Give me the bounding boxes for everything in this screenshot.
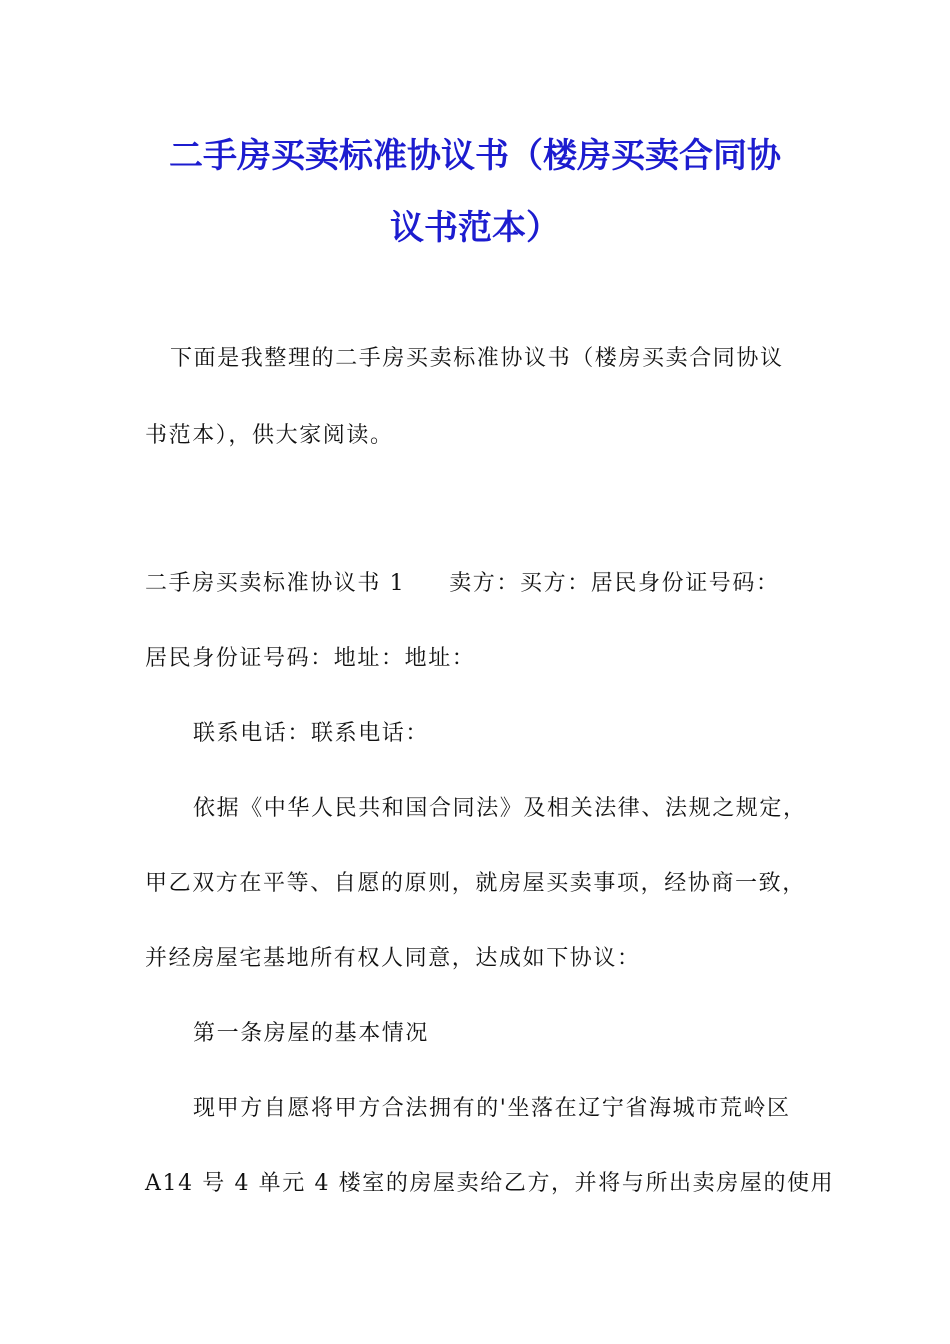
parties-line-1: 卖方：买方：居民身份证号码： [449,571,780,596]
basis-line-3: 并经房屋宅基地所有权人同意，达成如下协议： [145,946,641,971]
intro-line-1: 下面是我整理的二手房买卖标准协议书（楼房买卖合同协议 [170,346,784,371]
document-title-line-2: 议书范本） [390,208,560,248]
section-heading: 二手房买卖标准协议书 1 [145,571,406,596]
parties-line-2: 居民身份证号码：地址：地址： [145,646,476,671]
article-1-heading: 第一条房屋的基本情况 [193,1021,430,1046]
basis-line-1: 依据《中华人民共和国合同法》及相关法律、法规之规定， [193,796,807,821]
article-1-line-1: 现甲方自愿将甲方合法拥有的'坐落在辽宁省海城市荒岭区 [193,1096,791,1121]
document-title-line-1: 二手房买卖标准协议书（楼房买卖合同协 [169,136,781,176]
basis-line-2: 甲乙双方在平等、自愿的原则，就房屋买卖事项，经协商一致， [145,871,806,896]
section-heading-row [145,569,815,599]
contact-line: 联系电话：联系电话： [193,721,430,746]
article-1-line-2: A14 号 4 单元 4 楼室的房屋卖给乙方，并将与所出卖房屋的使用 [145,1171,835,1196]
intro-line-2: 书范本），供大家阅读。 [145,423,394,448]
